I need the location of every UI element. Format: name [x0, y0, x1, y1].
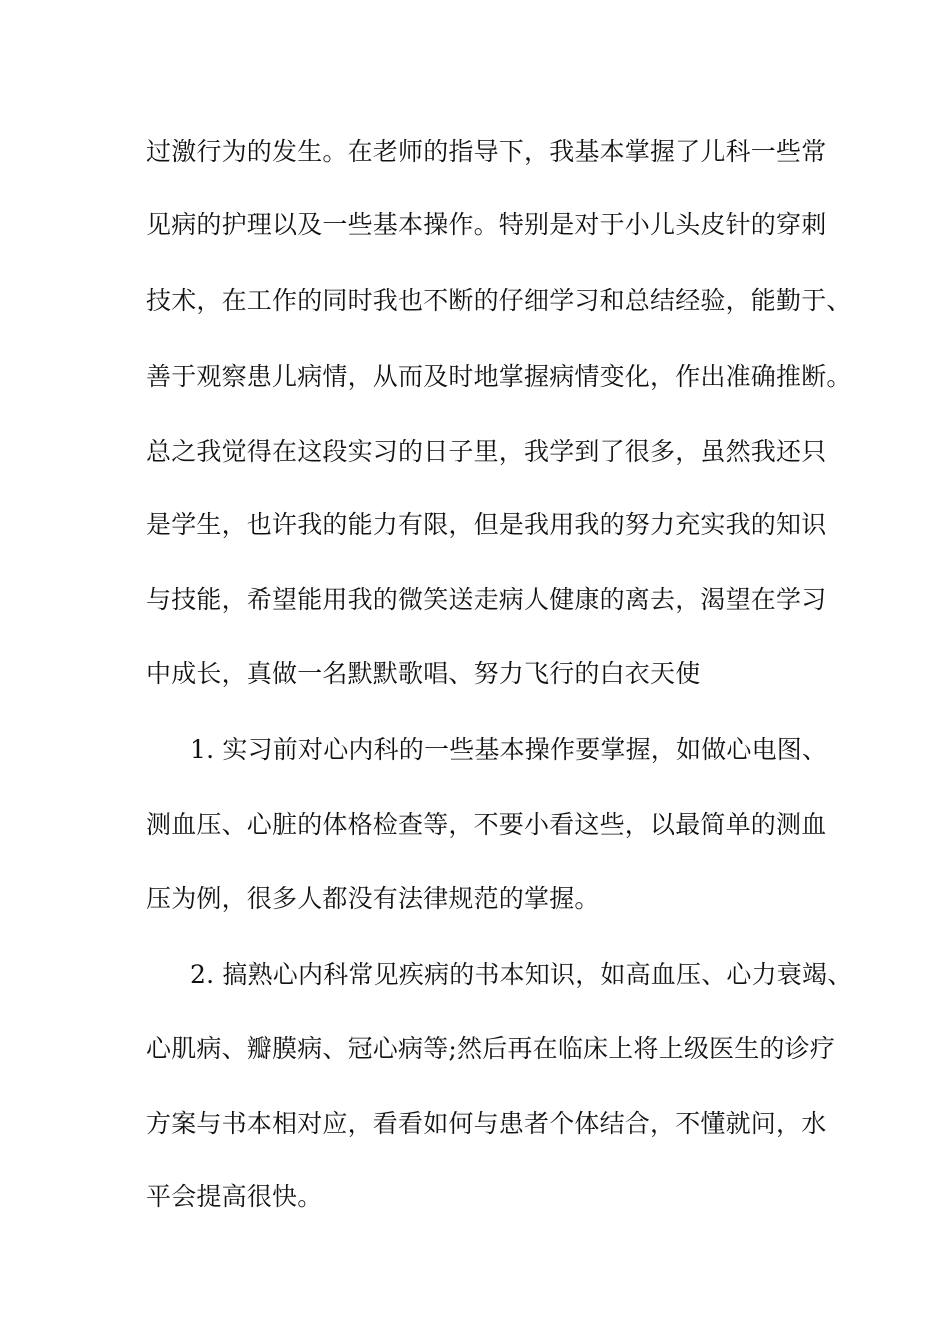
text-line: 方案与书本相对应，看看如何与患者个体结合，不懂就问，水 [146, 1109, 827, 1138]
text-line: 中成长，真做一名默默歌唱、努力飞行的白衣天使 [146, 659, 701, 688]
text-line: 见病的护理以及一些基本操作。特别是对于小儿头皮针的穿刺 [146, 210, 827, 239]
text-line: 测血压、心脏的体格检查等，不要小看这些，以最简单的测血 [146, 810, 827, 839]
text-line: 平会提高很快。 [146, 1182, 323, 1211]
text-line: 是学生，也许我的能力有限，但是我用我的努力充实我的知识 [146, 510, 827, 539]
text-line: 过激行为的发生。在老师的指导下，我基本掌握了儿科一些常 [146, 137, 827, 166]
text-line: 善于观察患儿病情，从而及时地掌握病情变化，作出准确推断。 [146, 362, 852, 391]
list-item-2-line: 2. 搞熟心内科常见疾病的书本知识，如高血压、心力衰竭、 [190, 960, 853, 989]
list-item-1-line: 1. 实习前对心内科的一些基本操作要掌握，如做心电图、 [190, 735, 828, 764]
text-line: 与技能，希望能用我的微笑送走病人健康的离去，渴望在学习 [146, 585, 827, 614]
text-line: 技术，在工作的同时我也不断的仔细学习和总结经验，能勤于、 [146, 286, 852, 315]
text-line: 心肌病、瓣膜病、冠心病等;然后再在临床上将上级医生的诊疗 [146, 1034, 836, 1063]
text-line: 压为例，很多人都没有法律规范的掌握。 [146, 884, 600, 913]
text-line: 总之我觉得在这段实习的日子里，我学到了很多，虽然我还只 [146, 437, 827, 466]
